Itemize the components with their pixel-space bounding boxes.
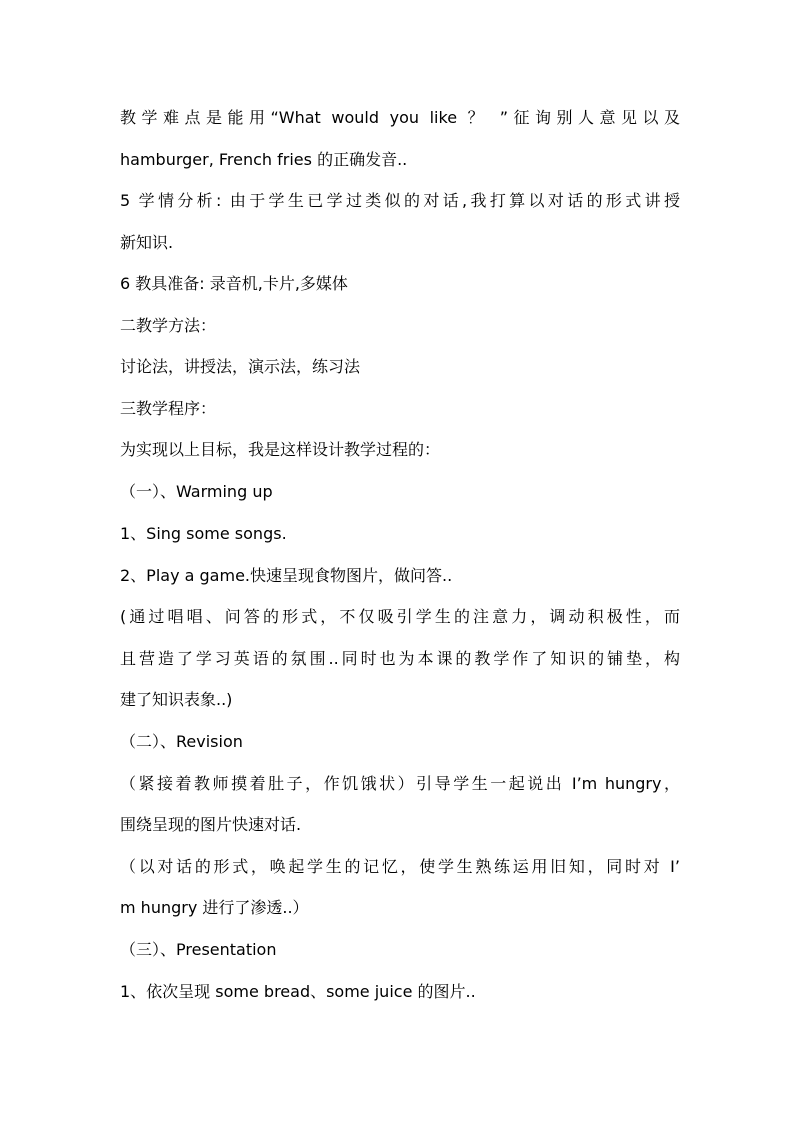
list-item: 1、Sing some songs. — [120, 524, 287, 543]
text-line: （紧接着教师摸着肚子，作饥饿状）引导学生一起说出 I’m hungry， — [120, 774, 680, 793]
text-line: 为实现以上目标，我是这样设计教学过程的： — [120, 440, 441, 459]
text-line: m hungry 进行了渗透..） — [120, 898, 309, 917]
text-line: 建了知识表象..) — [120, 690, 233, 709]
subsection-heading: （三）、Presentation — [120, 940, 277, 959]
text-line: 教学难点是能用“What would you like ？ ”征询别人意见以及 — [120, 108, 680, 127]
subsection-heading: （二）、Revision — [120, 732, 243, 751]
list-item: 2、Play a game.快速呈现食物图片，做问答.. — [120, 566, 453, 585]
section-heading: 二教学方法： — [120, 316, 217, 335]
text-line: 围绕呈现的图片快速对话. — [120, 815, 302, 834]
text-line: hamburger, French fries 的正确发音.. — [120, 150, 408, 169]
text-line: (通过唱唱、问答的形式，不仅吸引学生的注意力，调动积极性，而 — [120, 607, 680, 626]
text-line: 5 学情分析: 由于学生已学过类似的对话,我打算以对话的形式讲授 — [120, 191, 680, 210]
subsection-heading: （一）、Warming up — [120, 482, 273, 501]
text-line: 且营造了学习英语的氛围..同时也为本课的教学作了知识的铺垫，构 — [120, 649, 680, 668]
list-item: 1、依次呈现 some bread、some juice 的图片.. — [120, 982, 476, 1001]
text-line: 新知识. — [120, 233, 174, 252]
text-line: 讨论法，讲授法，演示法，练习法 — [120, 357, 361, 376]
text-line: （以对话的形式，唤起学生的记忆，使学生熟练运用旧知，同时对 I’ — [120, 857, 680, 876]
text-line: 6 教具准备: 录音机,卡片,多媒体 — [120, 274, 348, 293]
section-heading: 三教学程序： — [120, 399, 217, 418]
